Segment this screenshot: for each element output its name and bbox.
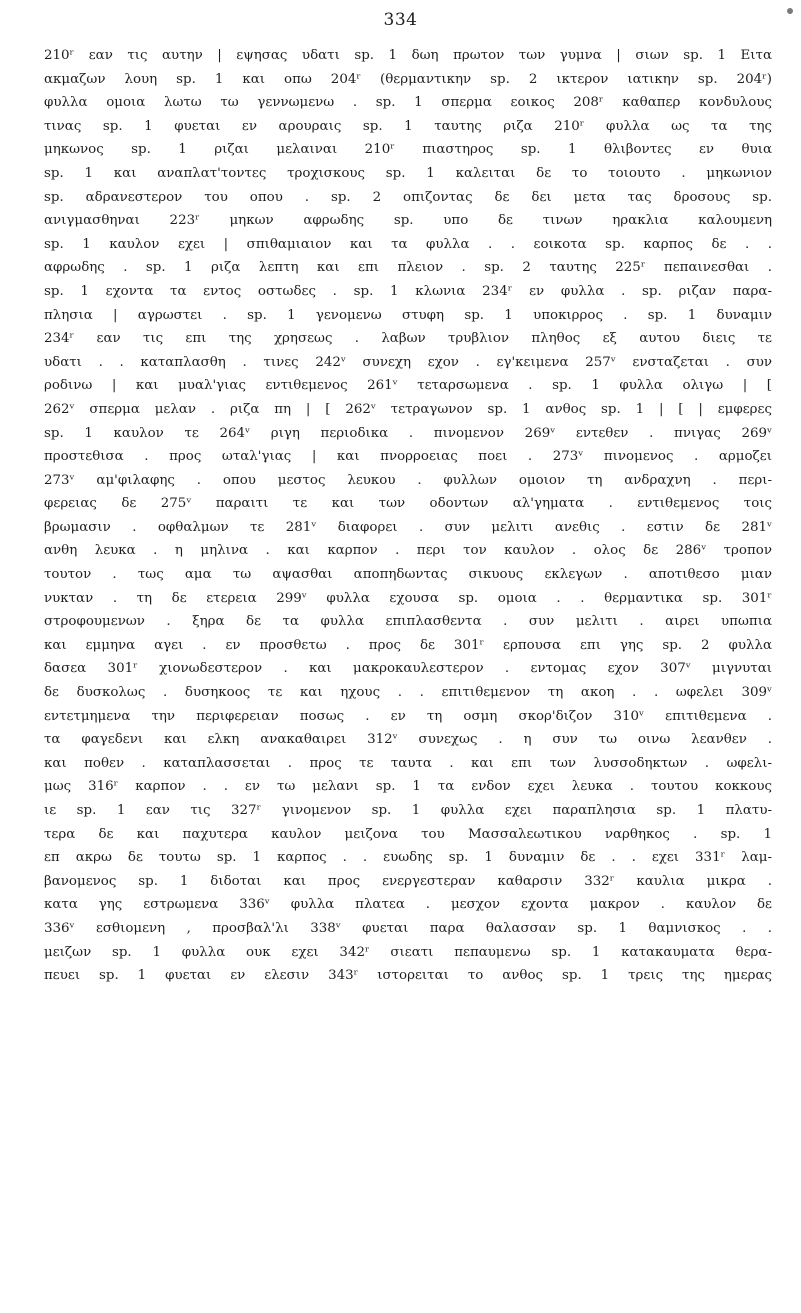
text-line: ακμαζων λουη sp. 1 και οπω 204ʳ (θερμαντικην sp. 2 ικτερον ιατικην sp. 204ʳ) (44, 71, 772, 87)
text-line: δε δυσκολως . δυσηκοος τε και ηχους . . επιτιθεμενον τη ακοη . . ωφελει 309ᵛ (44, 685, 772, 701)
text-line: πλησια | αγρωστει . sp. 1 γενομενω στυφη sp. 1 υποκιρρος . sp. 1 δυναμιν (44, 307, 772, 323)
text-line: προστεθισα . προς ωταλ'γιας | και πνορροειας ποει . 273ᵛ πινομενος . αρμοζει (44, 449, 772, 465)
page-number: 334 (383, 10, 418, 30)
text-line: νυκταν . τη δε ετερεια 299ᵛ φυλλα εχουσα sp. ομοια . . θερμαντικα sp. 301ʳ (44, 590, 772, 606)
text-line: δασεα 301ʳ χιονωδεστερον . και μακροκαυλεστερον . εντομας εχον 307ᵛ μιγνυται (44, 661, 772, 677)
text-line: sp. 1 καυλον τε 264ᵛ ριγη περιοδικα . πινομενον 269ᵛ εντεθεν . πνιγας 269ᵛ (44, 425, 772, 441)
text-line: φυλλα ομοια λωτω τω γεννωμενω . sp. 1 σπερμα εοικος 208ʳ καθαπερ κονδυλους (44, 95, 772, 111)
text-line: ιε sp. 1 εαν τις 327ʳ γινομενον sp. 1 φυλλα εχει παραπλησια sp. 1 πλατυ- (44, 803, 772, 818)
text-line: ροδινω | και μυαλ'γιας εντιθεμενος 261ᵛ τεταρσωμενα . sp. 1 φυλλα ολιγω | [ (44, 378, 772, 394)
text-line: βανομενος sp. 1 διδοται και προς ενεργεστεραν καθαρσιν 332ʳ καυλια μικρα . (44, 873, 772, 889)
text-line: 273ᵛ αμ'φιλαφης . οπου μεστος λευκου . φυλλων ομοιον τη ανδραχνη . περι- (44, 472, 772, 488)
text-line: αφρωδης . sp. 1 ριζα λεπτη και επι πλειον . sp. 2 ταυτης 225ʳ πεπαινεσθαι . (44, 260, 772, 276)
body-text (44, 44, 772, 988)
text-line: sp. 1 και αναπλατ'τοντες τροχισκους sp. 1 καλειται δε το τοιουτο . μηκωνιον (44, 165, 772, 181)
text-line: τα φαγεδενι και ελκη ανακαθαιρει 312ᵛ συνεχως . η συν τω οινω λεανθεν . (44, 732, 772, 748)
text-line: και ποθεν . καταπλασσεται . προς τε ταυτα . και επι των λυσσοδηκτων . ωφελι- (44, 755, 772, 771)
text-line: στροφουμενων . ξηρα δε τα φυλλα επιπλασθεντα . συν μελιτι . αιρει υπωπια (44, 614, 772, 630)
text-line: πευει sp. 1 φυεται εν ελεσιν 343ʳ ιστορειται το ανθος sp. 1 τρεις της ημερας (44, 968, 772, 984)
text-line: τινας sp. 1 φυεται εν αρουραις sp. 1 ταυτης ριζα 210ʳ φυλλα ως τα της (44, 118, 772, 134)
text-line: μειζων sp. 1 φυλλα ουκ εχει 342ʳ σιεατι πεπαυμενω sp. 1 κατακαυματα θερα- (44, 944, 772, 960)
text-line: και εμμηνα αγει . εν προσθετω . προς δε 301ʳ ερπουσα επι γης sp. 2 φυλλα (44, 637, 772, 653)
text-line: ανθη λευκα . η μηλινα . και καρπον . περι τον καυλον . ολος δε 286ᵛ τροπον (44, 543, 772, 559)
text-line: 234ʳ εαν τις επι της χρησεως . λαβων τρυβλιον πληθος εξ αυτου διεις τε (44, 331, 772, 347)
text-line: sp. 1 εχοντα τα εντος οστωδες . sp. 1 κλωνια 234ʳ εν φυλλα . sp. ριζαν παρα- (44, 283, 772, 299)
text-line: υδατι . . καταπλασθη . τινες 242ᵛ συνεχη εχον . εγ'κειμενα 257ᵛ ενσταζεται . συν (44, 354, 772, 370)
text-line: μως 316ʳ καρπον . . εν τω μελανι sp. 1 τα ενδον εχει λευκα . τουτου κοκκους (44, 779, 772, 795)
text-line: 210ʳ εαν τις αυτην | εψησας υδατι sp. 1 δωη πρωτον των γυμνα | σιων sp. 1 Ειτα (44, 48, 772, 63)
text-line: μηκωνος sp. 1 ριζαι μελαιναι 210ʳ πιαστηρος sp. 1 θλιβοντες εν θυια (44, 142, 772, 158)
text-line: sp. αδρανεστερον του οπου . sp. 2 οπιζοντας δε δει μετα τας δροσους sp. (44, 189, 772, 205)
text-line: 262ᵛ σπερμα μελαν . ριζα πη | [ 262ᵛ τετραγωνον sp. 1 ανθος sp. 1 | [ | εμφερες (44, 401, 772, 417)
text-line: ανιγμασθηναι 223ʳ μηκων αφρωδης sp. υπο δε τινων ηρακλια καλουμενη (44, 213, 772, 229)
text-line: επ ακρω δε τουτω sp. 1 καρπος . . ευωδης sp. 1 δυναμιν δε . . εχει 331ʳ λαμ- (44, 850, 772, 866)
text-line: κατα γης εστρωμενα 336ᵛ φυλλα πλατεα . μεσχον εχοντα μακρον . καυλον δε (44, 897, 772, 913)
text-line: βρωμασιν . οφθαλμων τε 281ᵛ διαφορει . συν μελιτι ανεθις . εστιν δε 281ᵛ (44, 519, 772, 535)
text-line: 336ᵛ εσθιομενη , προσβαλ'λι 338ᵛ φυεται παρα θαλασσαν sp. 1 θαμνισκος . . (44, 920, 772, 936)
text-line: sp. 1 καυλον εχει | σπιθαμιαιον και τα φυλλα . . εοικοτα sp. καρπος δε . . (44, 236, 772, 252)
text-line: εντετμημενα την περιφερειαν ποσως . εν τη οσμη σκορ'διζον 310ᵛ επιτιθεμενα . (44, 708, 772, 724)
text-line: τερα δε και παχυτερα καυλον μειζονα του Μασσαλεωτικου ναρθηκος . sp. 1 (44, 826, 772, 842)
text-line: τουτον . τως αμα τω αψασθαι αποπηδωντας σικυους εκλεγων . αποτιθεσο μιαν (44, 567, 772, 583)
text-line: φερειας δε 275ᵛ παραιτι τε και των οδοντων αλ'γηματα . εντιθεμενος τοις (44, 496, 772, 512)
